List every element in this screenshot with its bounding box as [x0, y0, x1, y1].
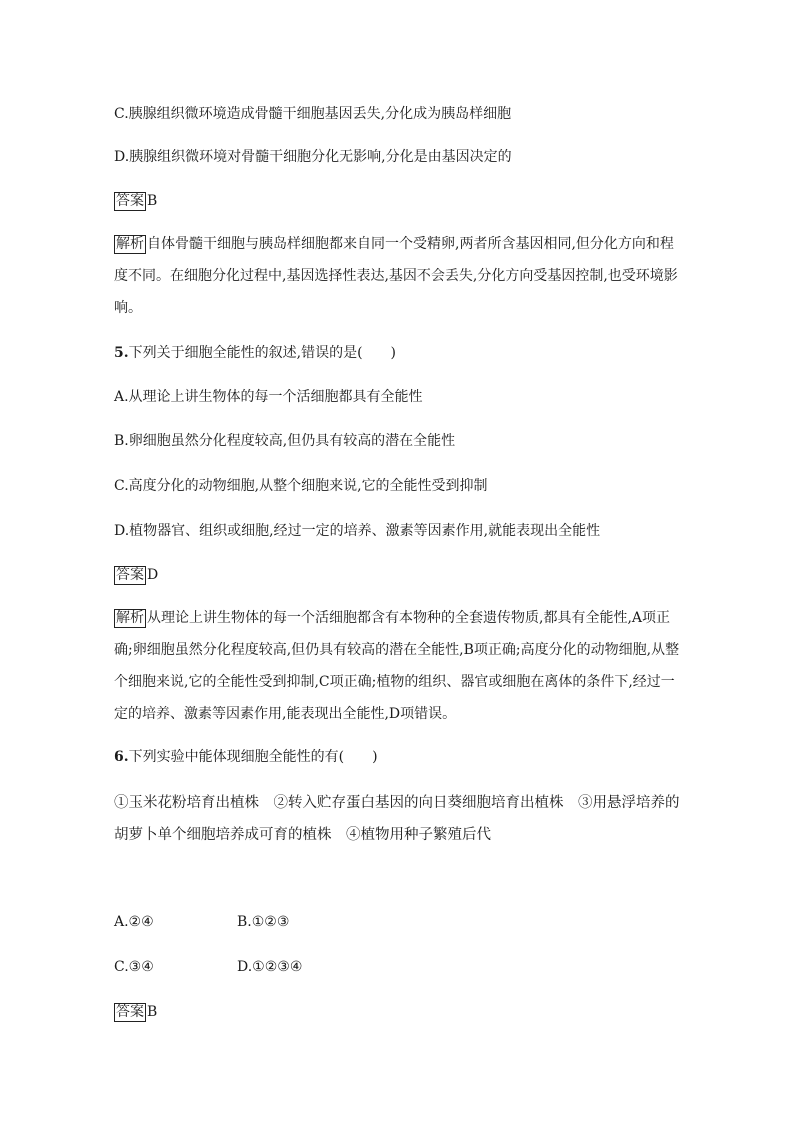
q6-statements: ①玉米花粉培育出植株 ②转入贮存蛋白基因的向日葵细胞培育出植株 ③用悬浮培养的胡萝卜单个细胞培养成可育的植株 ④植物用种子繁殖后代: [114, 795, 680, 843]
analysis-tag: 解析: [116, 610, 144, 626]
q4-answer: [114, 191, 157, 211]
answer-value: B: [147, 193, 158, 209]
q4-option-c: C.胰腺组织微环境造成骨髓干细胞基因丢失,分化成为胰岛样细胞: [114, 106, 512, 122]
q5-option-c: C.高度分化的动物细胞,从整个细胞来说,它的全能性受到抑制: [114, 478, 488, 494]
q6-option-a: A.②④: [114, 914, 154, 930]
q5-stem: 下列关于细胞全能性的叙述,错误的是( ): [128, 345, 396, 361]
q5-analysis: [114, 602, 684, 730]
answer-tag: 答案: [116, 567, 144, 583]
q5-option-d: D.植物器官、组织或细胞,经过一定的培养、激素等因素作用,就能表现出全能性: [114, 523, 601, 539]
answer-tag: 答案: [116, 193, 144, 209]
q6-option-c: C.③④: [114, 959, 154, 975]
q6-answer: [114, 1002, 157, 1022]
analysis-text: 从理论上讲生物体的每一个活细胞都含有本物种的全套遗传物质,都具有全能性,A项正确;卵细胞虽然分化程度较高,但仍具有较高的潜在全能性,B项正确;高度分化的动物细胞,从整个细胞来说,它的全能性受到抑制,C项正确;植物的组织、器官或细胞在离体的条件下,经过一定的培养、激素等因素作用,能表现出全能性,D项错误。: [114, 610, 680, 722]
answer-tag: 答案: [116, 1004, 144, 1020]
q4-analysis: [114, 228, 684, 324]
q6-stem-line: [114, 747, 378, 767]
q5-option-a: A.从理论上讲生物体的每一个活细胞都具有全能性: [114, 389, 423, 405]
q5-number: 5.: [114, 345, 129, 361]
analysis-tag: 解析: [116, 236, 144, 252]
q6-stem: 下列实验中能体现细胞全能性的有( ): [128, 749, 378, 765]
answer-value: B: [147, 1004, 158, 1020]
q5-option-b: B.卵细胞虽然分化程度较高,但仍具有较高的潜在全能性: [114, 433, 456, 449]
q6-option-d: D.①②③④: [237, 959, 303, 975]
q5-answer: [114, 565, 158, 585]
analysis-text: 自体骨髓干细胞与胰岛样细胞都来自同一个受精卵,两者所含基因相同,但分化方向和程度不同。在细胞分化过程中,基因选择性表达,基因不会丢失,分化方向受基因控制,也受环境影响。: [114, 236, 678, 316]
q4-option-d: D.胰腺组织微环境对骨髓干细胞分化无影响,分化是由基因决定的: [114, 149, 512, 165]
answer-value: D: [147, 567, 159, 583]
q5-stem-line: [114, 343, 396, 363]
q6-option-b: B.①②③: [237, 914, 290, 930]
q6-number: 6.: [114, 749, 129, 765]
